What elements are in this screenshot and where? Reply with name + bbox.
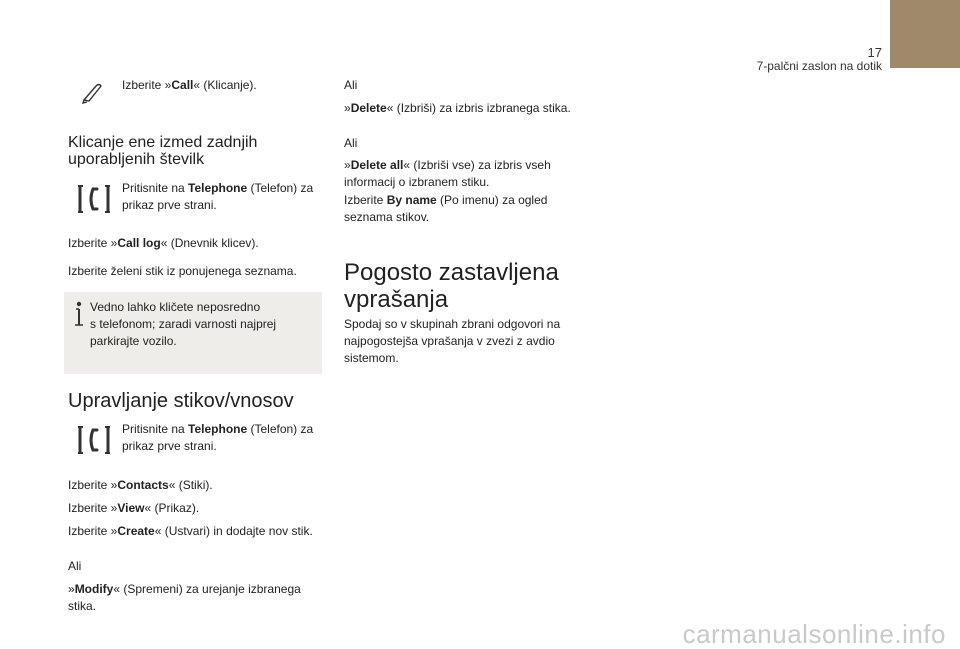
pen-icon [80,80,106,106]
instruction-press-telephone-2: Pritisnite na Telephone (Telefon) za prikaz prve strani. [122,422,314,453]
instruction-select-contact: Izberite želeni stik iz ponujenega seznama. [68,264,297,278]
section-title-faq: Pogosto zastavljena vprašanja [344,259,559,313]
instruction-by-name: Izberite By name (Po imenu) za ogled seznama stikov. [344,193,548,224]
section-title-recent-calls: Klicanje ene izmed zadnjih uporabljenih številk [68,134,258,168]
instruction-contacts: Izberite »Contacts« (Stiki). [68,478,213,492]
instruction-call-log: Izberite »Call log« (Dnevnik klicev). [68,236,259,250]
phone-icon [78,182,110,216]
phone-icon [78,423,110,457]
instruction-call: Izberite »Call« (Klicanje). [122,78,257,92]
info-box [64,292,322,374]
watermark: carmanualsonline.info [682,619,946,649]
or-label: Ali [344,136,358,150]
instruction-view: Izberite »View« (Prikaz). [68,501,200,515]
instruction-modify: »Modify« (Spremeni) za urejanje izbranega stika. [68,582,301,613]
or-label: Ali [344,78,358,92]
page-number: 17 [867,45,882,60]
instruction-create: Izberite »Create« (Ustvari) in dodajte nov stik. [68,524,313,538]
info-icon [72,301,86,327]
instruction-press-telephone-1: Pritisnite na Telephone (Telefon) za prikaz prve strani. [122,181,314,212]
or-label: Ali [68,559,82,573]
instruction-delete: »Delete« (Izbriši) za izbris izbranega stika. [344,101,571,115]
running-title: 7-palčni zaslon na dotik [756,59,882,73]
instruction-delete-all: »Delete all« (Izbriši vse) za izbris vseh informacij o izbranem stiku. [344,158,551,189]
info-text: Vedno lahko kličete neposredno s telefonom; zaradi varnosti najprej parkirajte vozilo. [90,300,277,348]
section-title-contacts: Upravljanje stikov/vnosov [68,390,294,412]
faq-intro: Spodaj so v skupinah zbrani odgovori na najpogostejša vprašanja v zvezi z avdio sistemom. [344,317,561,365]
chapter-tab [890,0,960,68]
